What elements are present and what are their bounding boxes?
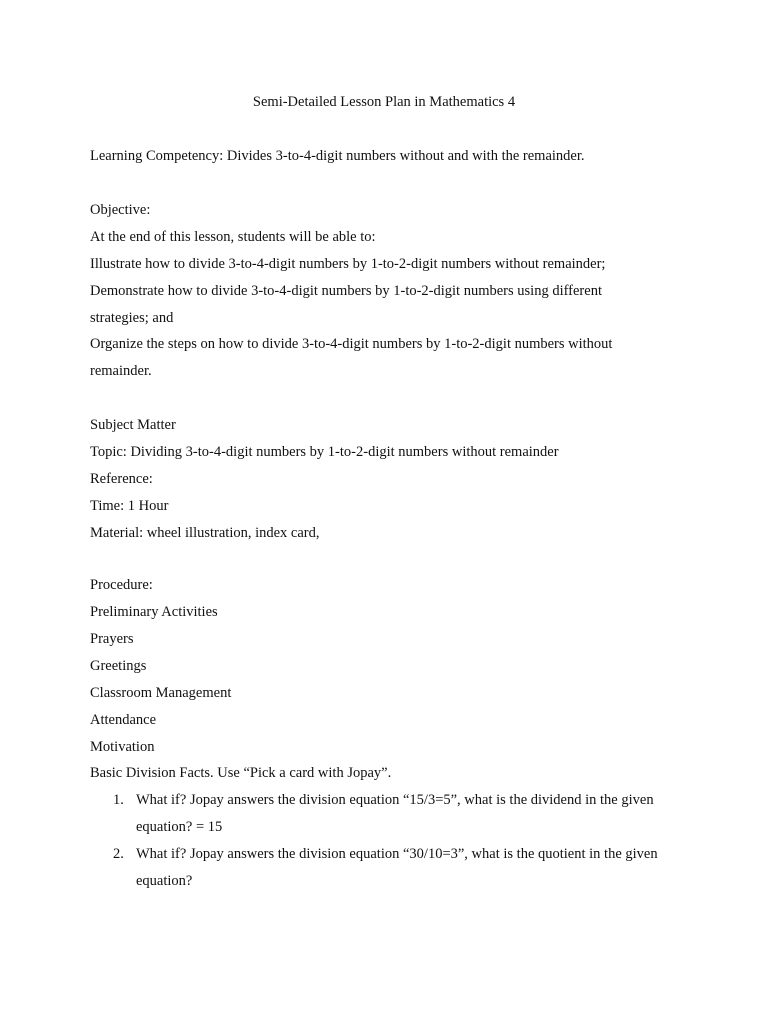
procedure-motivation: Motivation — [90, 739, 155, 755]
question-2-number: 2. — [113, 846, 124, 862]
question-2-cont: equation? — [136, 873, 193, 889]
question-1-number: 1. — [113, 792, 124, 808]
subject-topic: Topic: Dividing 3-to-4-digit numbers by 1-to-2-digit numbers without remainder — [90, 444, 559, 460]
procedure-attendance: Attendance — [90, 712, 157, 728]
objective-item-3: Organize the steps on how to divide 3-to-4-digit numbers by 1-to-2-digit numbers without — [90, 336, 613, 352]
objective-item-2: Demonstrate how to divide 3-to-4-digit numbers by 1-to-2-digit numbers using different — [90, 283, 602, 299]
subject-matter-heading: Subject Matter — [90, 417, 176, 433]
subject-reference: Reference: — [90, 471, 153, 487]
procedure-basic-facts: Basic Division Facts. Use “Pick a card with Jopay”. — [90, 765, 392, 781]
objective-intro: At the end of this lesson, students will be able to: — [90, 229, 376, 245]
objective-item-2-cont: strategies; and — [90, 310, 174, 326]
subject-time: Time: 1 Hour — [90, 498, 169, 514]
document-title: Semi-Detailed Lesson Plan in Mathematics 4 — [252, 94, 516, 110]
procedure-prayers: Prayers — [90, 631, 134, 647]
objective-item-1: Illustrate how to divide 3-to-4-digit numbers by 1-to-2-digit numbers without remainder; — [90, 256, 606, 272]
procedure-heading: Procedure: — [90, 577, 153, 593]
question-1-cont: equation? = 15 — [136, 819, 223, 835]
procedure-preliminary: Preliminary Activities — [90, 604, 218, 620]
question-2-text: What if? Jopay answers the division equation “30/10=3”, what is the quotient in the given — [136, 846, 658, 862]
objective-heading: Objective: — [90, 202, 151, 218]
procedure-greetings: Greetings — [90, 658, 147, 674]
objective-item-3-cont: remainder. — [90, 363, 152, 379]
learning-competency: Learning Competency: Divides 3-to-4-digit numbers without and with the remainder. — [90, 148, 585, 164]
question-1-text: What if? Jopay answers the division equation “15/3=5”, what is the dividend in the given — [136, 792, 654, 808]
procedure-classroom: Classroom Management — [90, 685, 232, 701]
subject-material: Material: wheel illustration, index card, — [90, 525, 320, 541]
